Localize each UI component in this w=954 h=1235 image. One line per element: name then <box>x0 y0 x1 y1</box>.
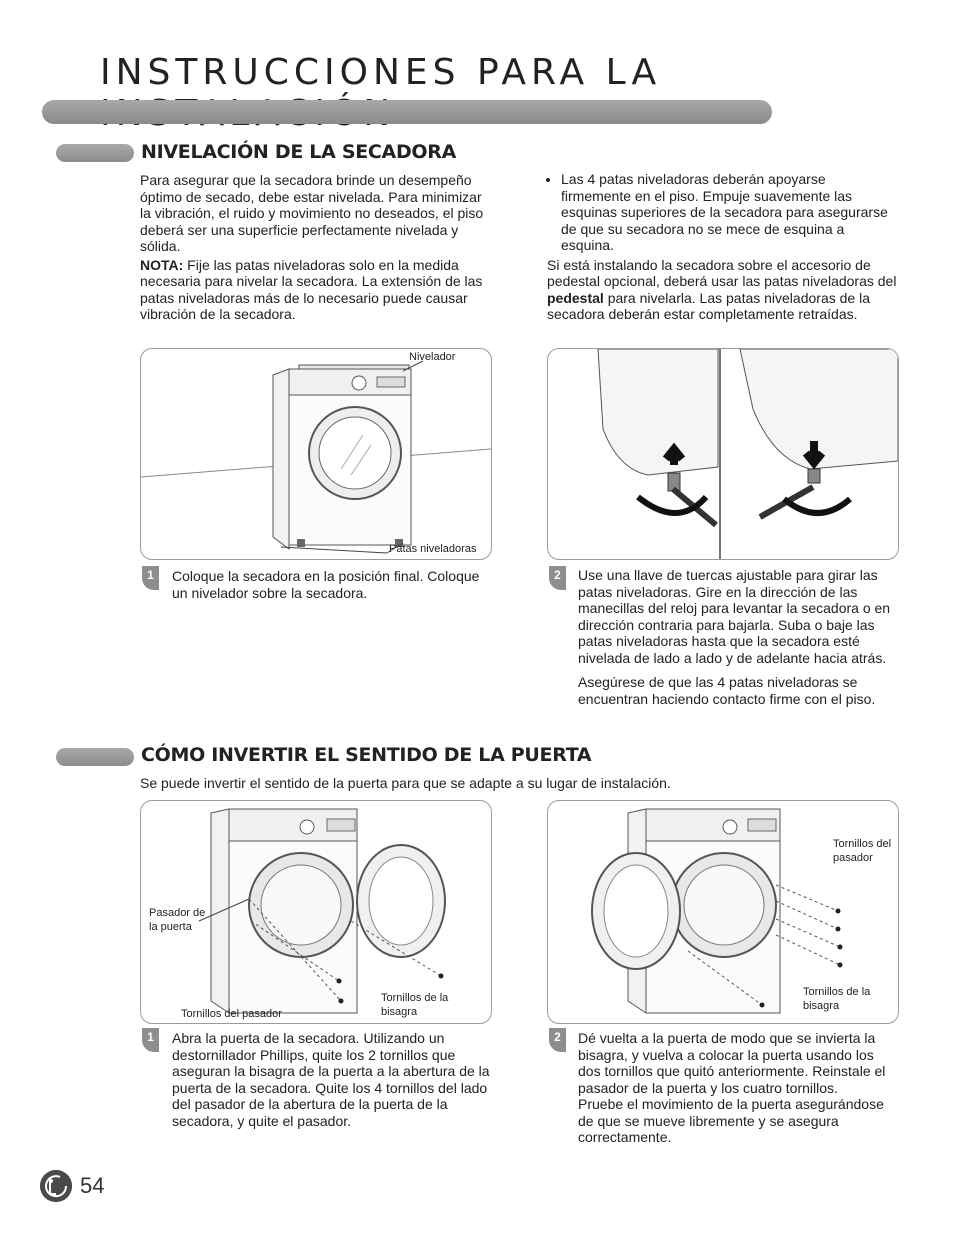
leveling-step2-text2: Asegúrese de que las 4 patas niveladoras se encuentran haciendo contacto firme con el piso. <box>578 674 876 707</box>
figure-door-reinstall <box>547 800 899 1024</box>
leveling-step2 <box>578 567 896 707</box>
door-step1-text: Abra la puerta de la secadora. Utilizando un destornillador Phillips, quite los 2 tornillos que aseguran la bisagra de la puerta a la abertura de la puerta de la secadora. Quite los 4 tornillos del lado del pasador de la abertura de la puerta de la secadora, y quite el pasador. <box>172 1030 490 1129</box>
step-badge: 1 <box>142 566 159 590</box>
pedestal-post: para nivelarla. Las patas niveladoras de la secadora deberán estar completamente retraídas. <box>547 289 870 322</box>
pedestal-pre: Si está instalando la secadora sobre el accesorio de pedestal opcional, deberá usar las patas niveladoras del <box>547 256 897 289</box>
step-badge: 2 <box>549 566 566 590</box>
figure-dryer-level <box>140 348 492 560</box>
figure-wrench-legs <box>547 348 899 560</box>
lg-logo-icon <box>40 1170 72 1202</box>
label-latch-screws: Tornillos del pasador <box>181 1008 282 1020</box>
pedestal-paragraph <box>547 257 897 323</box>
door-intro: Se puede invertir el sentido de la puerta para que se adapte a su lugar de instalación. <box>140 775 671 791</box>
leveling-note <box>140 257 495 323</box>
title-bar <box>42 100 772 124</box>
leveling-step2-text: Use una llave de tuercas ajustable para girar las patas niveladoras. Gire en la dirección de las manecillas del reloj para levantar la secadora o en dirección contraria para bajarla. Suba o baje las patas niveladoras hasta que la secadora esté nivelada de lado a lado y de adelante hacia atrás. <box>578 567 891 666</box>
label-level: Nivelador <box>409 351 456 363</box>
note-label: NOTA: <box>140 256 184 273</box>
pedestal-bold: pedestal <box>547 289 604 306</box>
lg-logo <box>40 1170 72 1202</box>
section-title-leveling: NIVELACIÓN DE LA SECADORA <box>141 141 457 163</box>
leveling-right-column <box>547 171 897 323</box>
note-text: Fije las patas niveladoras solo en la medida necesaria para nivelar la secadora. La extensión de las patas niveladoras más de lo necesario puede causar vibración de la secadora. <box>140 256 483 322</box>
door-step2 <box>578 1030 898 1146</box>
leveling-step1-text: Coloque la secadora en la posición final. Coloque un nivelador sobre la secadora. <box>172 568 480 601</box>
wrench-legs-illustration <box>548 349 898 559</box>
leveling-bullets <box>547 171 897 254</box>
section-marker <box>56 144 134 162</box>
label-hinge-screws: Tornillos de la bisagra <box>381 992 449 1018</box>
leveling-intro-text: Para asegurar que la secadora brinde un desempeño óptimo de secado, debe estar nivelada. Para minimizar la vibración, el ruido y movimiento no deseados, el piso deberá ser una superficie perfectamente nivelada y sólida. <box>140 172 484 254</box>
label-hinge-screws: Tornillos de la bisagra <box>803 986 871 1012</box>
figure-door-remove <box>140 800 492 1024</box>
page-title: INSTRUCCIONES PARA LA <box>100 52 662 93</box>
step-badge: 2 <box>549 1028 566 1052</box>
section-marker <box>56 748 134 766</box>
dryer-level-illustration <box>141 349 491 559</box>
label-door-latch: Pasador de la puerta <box>149 907 206 933</box>
door-step2-text: Dé vuelta a la puerta de modo que se invierta la bisagra, y vuelva a colocar la puerta usando los dos tornillos que quitó anteriormente. Reinstale el pasador de la puerta y los cuatro tornillos. <box>578 1030 886 1096</box>
section-title-door: CÓMO INVERTIR EL SENTIDO DE LA PUERTA <box>141 744 592 766</box>
leveling-intro <box>140 172 495 323</box>
step-badge: 1 <box>142 1028 159 1052</box>
label-latch-screws: Tornillos del pasador <box>833 838 892 864</box>
door-step2-text2: Pruebe el movimiento de la puerta asegurándose de que se mueve libremente y se asegura correctamente. <box>578 1096 884 1145</box>
label-leveling-legs: Patas niveladoras <box>389 543 477 555</box>
bullet-item: • Las 4 patas niveladoras deberán apoyarse firmemente en el piso. Empuje suavemente las esquinas superiores de la secadora para asegurarse de que su secadora no se mece de esquina a esquina. <box>561 171 897 254</box>
page-number: 54 <box>80 1173 105 1198</box>
